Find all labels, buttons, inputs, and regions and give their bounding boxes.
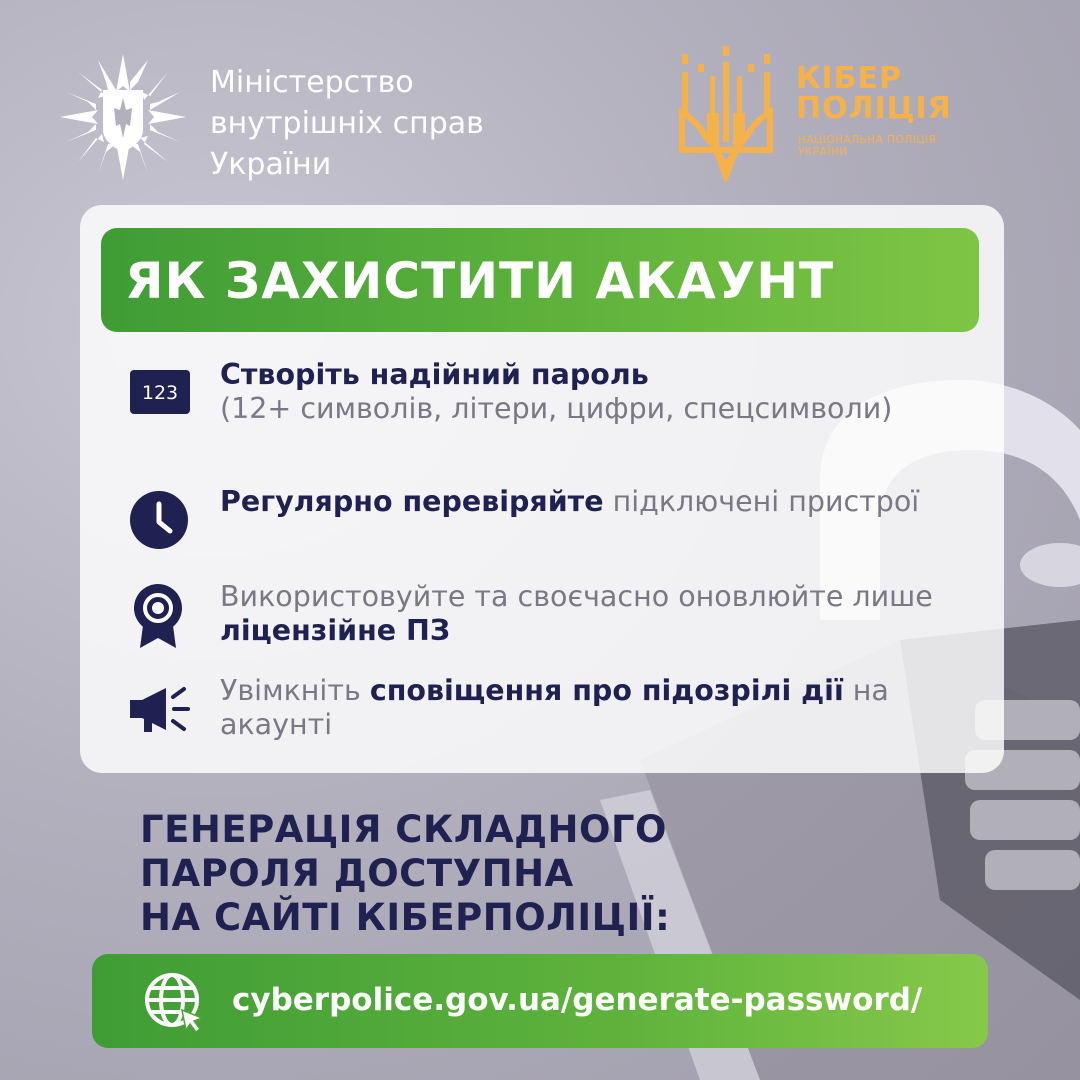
numbers-123-label: 123 xyxy=(141,382,179,404)
tip-plain: (12+ символів, літери, цифри, спецсимволи) xyxy=(220,392,893,425)
cyber-title-line: ПОЛІЦІЯ xyxy=(796,91,952,126)
tip-bold: Створіть надійний пароль xyxy=(220,358,649,391)
clock-icon xyxy=(130,491,188,549)
tip-bold: сповіщення про підозрілі дії xyxy=(369,674,844,707)
generator-callout xyxy=(140,808,670,940)
cyber-police-subtitle xyxy=(798,134,936,158)
numbers-123-icon xyxy=(130,370,190,414)
tip-bold: ліцензійне ПЗ xyxy=(220,614,451,647)
cyber-sub-line: НАЦІОНАЛЬНА ПОЛІЦІЯ xyxy=(798,134,937,146)
cyber-title-line: КІБЕР xyxy=(796,61,903,96)
callout-line: ПАРОЛЯ ДОСТУПНА xyxy=(140,852,574,895)
tip-text xyxy=(220,580,940,648)
ministry-name xyxy=(210,62,484,185)
callout-line: ГЕНЕРАЦІЯ СКЛАДНОГО xyxy=(140,808,667,851)
password-generator-link[interactable] xyxy=(92,954,988,1048)
ministry-star-emblem-icon xyxy=(58,52,188,182)
tip-plain: Використовуйте та своєчасно оновлюйте лише xyxy=(220,580,933,613)
cyber-police-title xyxy=(796,61,952,126)
generator-url[interactable]: cyberpolice.gov.ua/generate-password/ xyxy=(232,982,923,1018)
tip-plain: Увімкніть xyxy=(220,674,370,707)
award-badge-icon xyxy=(130,584,186,648)
cyber-sub-line: УКРАЇНИ xyxy=(798,146,848,158)
tip-text xyxy=(220,674,940,742)
title-banner xyxy=(101,228,979,332)
tip-plain: на акаунті xyxy=(220,674,889,741)
globe-cursor-icon xyxy=(144,972,204,1032)
ministry-name-line: України xyxy=(210,147,332,182)
cyber-police-trident-icon xyxy=(676,46,776,182)
tip-text xyxy=(220,485,940,519)
tip-text xyxy=(220,358,940,426)
header xyxy=(0,0,1080,200)
ministry-name-line: внутрішніх справ xyxy=(210,106,484,141)
tip-plain: підключені пристрої xyxy=(603,485,920,518)
card-title: ЯК ЗАХИСТИТИ АКАУНТ xyxy=(125,252,835,310)
ministry-name-line: Міністерство xyxy=(210,65,414,100)
tip-bold: Регулярно перевіряйте xyxy=(220,485,604,518)
megaphone-icon xyxy=(130,684,192,734)
callout-line: НА САЙТІ КІБЕРПОЛІЦІЇ: xyxy=(140,896,671,939)
